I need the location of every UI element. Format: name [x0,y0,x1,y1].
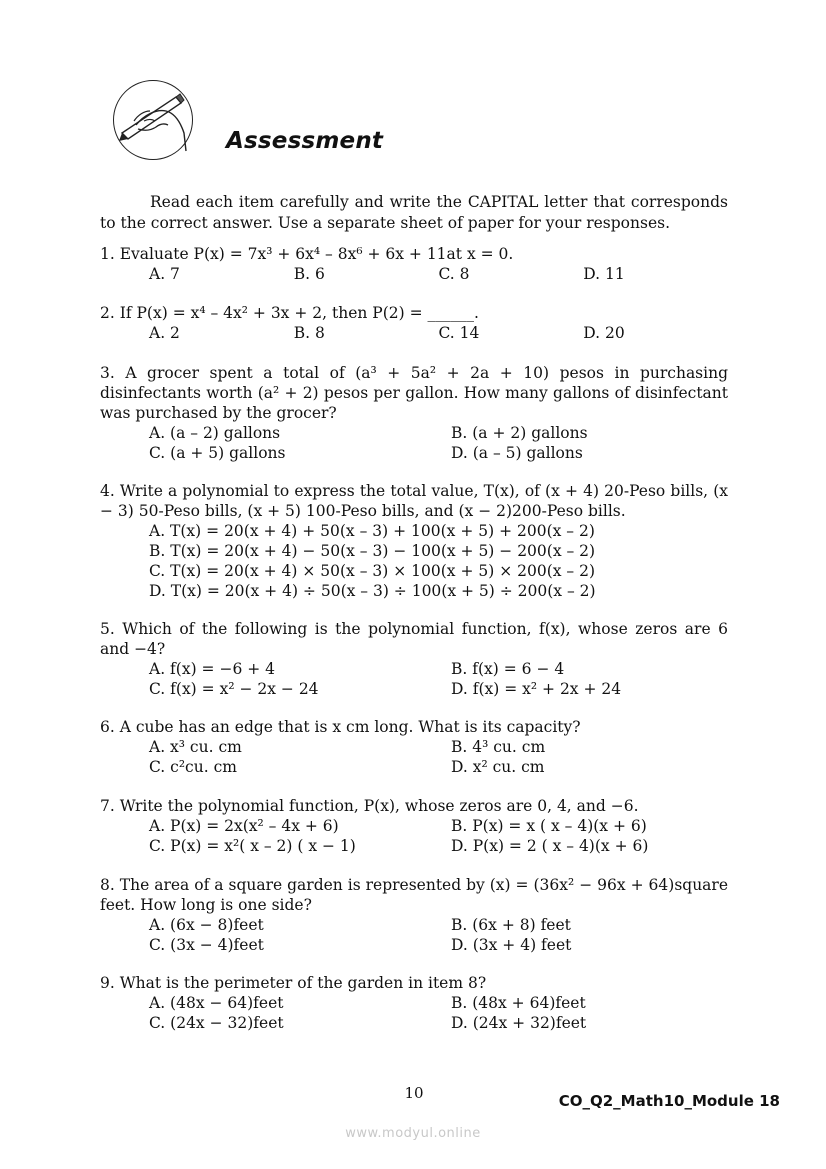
question-6 [100,717,728,777]
choice-d: D. x² cu. cm [451,758,545,776]
choice-a: A. T(x) = 20(x + 4) + 50(x – 3) + 100(x + 5) + 200(x – 2) [149,522,595,540]
choice-b: B. T(x) = 20(x + 4) − 50(x – 3) − 100(x + 5) − 200(x – 2) [149,542,596,560]
question-2 [100,303,728,343]
choice-c: C. (24x − 32)feet [149,1014,284,1032]
choice-a: A. (a – 2) gallons [149,424,281,442]
choice-a: A. f(x) = −6 + 4 [149,660,276,678]
choice-c: C. (3x − 4)feet [149,936,264,954]
choice-d: D. f(x) = x² + 2x + 24 [451,680,622,698]
page-number: 10 [404,1084,424,1102]
watermark: www.modyul.online [345,1126,481,1141]
choice-d: D. (a – 5) gallons [451,444,583,462]
question-stem: 8. The area of a square garden is represented by (x) = (36x² − 96x + 64)square feet. How long is one side? [100,876,728,914]
question-stem: 2. If P(x) = x⁴ – 4x² + 3x + 2, then P(2) = ______. [100,304,479,322]
choice-a: A. 7 [149,265,180,283]
choice-b: B. 6 [293,265,325,283]
question-7 [100,796,728,856]
choice-c: C. (a + 5) gallons [149,444,286,462]
instructions-text: Read each item carefully and write the CAPITAL letter that corresponds to the correct answer. Use a separate sheet of paper for your responses. [100,193,728,232]
choice-c: C. 8 [438,265,470,283]
choice-d: D. P(x) = 2 ( x – 4)(x + 6) [451,837,649,855]
choice-b: B. P(x) = x ( x – 4)(x + 6) [451,817,647,835]
question-5 [100,619,728,699]
choice-c: C. 14 [438,324,480,342]
choice-b: B. 8 [293,324,325,342]
choice-c: C. P(x) = x²( x – 2) ( x − 1) [149,837,356,855]
question-stem: 1. Evaluate P(x) = 7x³ + 6x⁴ – 8x⁶ + 6x + 11at x = 0. [100,245,514,263]
choice-d: D. 20 [583,324,625,342]
choice-b: B. (a + 2) gallons [451,424,588,442]
question-stem: 3. A grocer spent a total of (a³ + 5a² + 2a + 10) pesos in purchasing disinfectants worth (a² + 2) pesos per gallon. How many gallons of disinfectant was purchased by the grocer? [100,364,728,422]
choice-d: D. T(x) = 20(x + 4) ÷ 50(x – 3) ÷ 100(x + 5) ÷ 200(x – 2) [149,582,596,600]
question-stem: 7. Write the polynomial function, P(x), whose zeros are 0, 4, and −6. [100,797,639,815]
choice-d: D. (3x + 4) feet [451,936,572,954]
choice-d: D. (24x + 32)feet [451,1014,587,1032]
question-stem: 4. Write a polynomial to express the total value, T(x), of (x + 4) 20-Peso bills, (x − 3) 50-Peso bills, (x + 5) 100-Peso bills, and (x − 2)200-Peso bills. [100,482,728,520]
hand-writing-icon [113,80,193,160]
module-code: CO_Q2_Math10_Module 18 [558,1092,780,1110]
question-3 [100,363,728,463]
page-title: Assessment [226,128,384,154]
question-stem: 5. Which of the following is the polynomial function, f(x), whose zeros are 6 and −4? [100,620,728,658]
question-8 [100,875,728,955]
question-stem: 6. A cube has an edge that is x cm long. What is its capacity? [100,718,581,736]
choice-c: C. f(x) = x² − 2x − 24 [149,680,319,698]
choice-b: B. (48x + 64)feet [451,994,586,1012]
question-4 [100,481,728,601]
choice-b: B. (6x + 8) feet [451,916,571,934]
instructions [100,192,728,234]
choice-d: D. 11 [583,265,625,283]
choice-c: C. c²cu. cm [149,758,237,776]
choice-a: A. (48x − 64)feet [149,994,284,1012]
choice-b: B. 4³ cu. cm [451,738,546,756]
question-1 [100,244,728,284]
choice-a: A. 2 [149,324,180,342]
question-9 [100,973,728,1033]
choice-a: A. (6x − 8)feet [149,916,264,934]
question-stem: 9. What is the perimeter of the garden in item 8? [100,974,487,992]
choice-c: C. T(x) = 20(x + 4) × 50(x – 3) × 100(x + 5) × 200(x – 2) [149,562,595,580]
choice-b: B. f(x) = 6 − 4 [451,660,565,678]
choice-a: A. x³ cu. cm [149,738,242,756]
choice-a: A. P(x) = 2x(x² – 4x + 6) [149,817,339,835]
